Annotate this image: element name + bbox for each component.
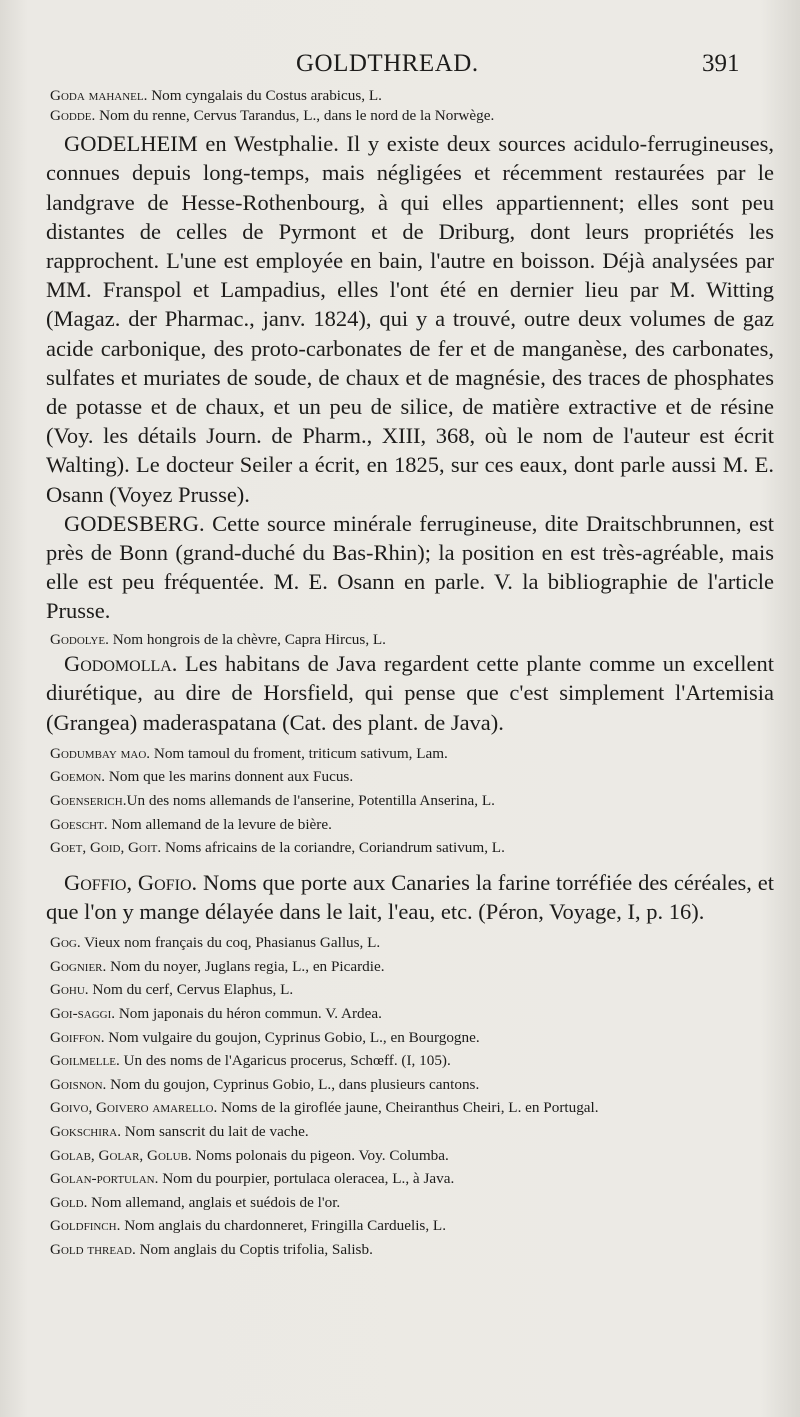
entry-godomolla: [46, 649, 774, 737]
entry-goi-saggi: [46, 1004, 774, 1024]
entry-text: Vieux nom français du coq, Phasianus Gallus, L.: [80, 934, 381, 952]
entry-golan-portulan: [46, 1169, 774, 1189]
entry-headword: Gokschira.: [50, 1122, 121, 1140]
page-header: [0, 50, 800, 84]
entry-text: Noms de la giroflée jaune, Cheiranthus Cheiri, L. en Portugal.: [217, 1099, 599, 1117]
entry-headword: Goemon.: [50, 768, 106, 786]
entry-text: Nom sanscrit du lait de vache.: [121, 1122, 309, 1140]
entry-goemon: [46, 767, 774, 787]
entry-headword: Goda mahanel.: [50, 87, 148, 104]
entry-headword: Godolye.: [50, 630, 109, 648]
entry-headword: Goffio, Gofio.: [64, 869, 198, 895]
entry-text: en Westphalie. Il y existe deux sources acidulo-ferrugineuses, connues depuis long-temps, mais négligées et récemment restaurées par le landgrave de Hesse-Rothenbourg, à qui elles appartiennent; elles sont peu distantes de celles de Pyrmont et de Driburg, dont leurs propriétés les rapprochent. L'une est employée en bain, l'autre en boisson. Déjà analysées par MM. Franspol et Lampadius, elles l'ont été en dernier lieu par M. Witting (Magaz. der Pharmac., janv. 1824), qui y a trouvé, outre deux volumes de gaz acide carbonique, des proto-carbonates de fer et de manganèse, des carbonates, sulfates et muriates de soude, de chaux et de magnésie, des traces de phosphates de potasse et de chaux, et un peu de silice, de matière extractive et de résine (Voy. les détails Journ. de Pharm., XIII, 368, où le nom de l'auteur est écrit Walting). Le docteur Seiler a écrit, en 1825, sur ces eaux, dont parle aussi M. E. Osann (Voyez Prusse).: [46, 131, 774, 507]
running-title: GOLDTHREAD.: [296, 50, 479, 77]
entry-text: Nom vulgaire du goujon, Cyprinus Gobio, L., en Bourgogne.: [104, 1028, 480, 1046]
entry-gokschira: [46, 1122, 774, 1142]
entry-text: Noms africains de la coriandre, Coriandrum sativum, L.: [161, 839, 505, 857]
entry-headword: Gog.: [50, 934, 81, 952]
entry-headword: Gold thread.: [50, 1240, 136, 1258]
entry-headword: GODESBERG.: [64, 510, 205, 536]
entry-text: Nom que les marins donnent aux Fucus.: [105, 768, 354, 786]
entry-godelheim: [46, 129, 774, 509]
entry-headword: Golan-portulan.: [50, 1170, 159, 1188]
entry-text: Nom anglais du chardonneret, Fringilla Carduelis, L.: [120, 1217, 447, 1235]
entry-text: Nom allemand, anglais et suédois de l'or.: [87, 1193, 341, 1211]
entry-text: Nom tamoul du froment, triticum sativum, Lam.: [150, 744, 448, 762]
entry-text: Un des noms allemands de l'anserine, Potentilla Anserina, L.: [126, 792, 495, 810]
entry-goet: [46, 838, 774, 858]
entry-text: Nom allemand de la levure de bière.: [107, 815, 332, 833]
entry-goldfinch: [46, 1216, 774, 1236]
entry-text: Nom anglais du Coptis trifolia, Salisb.: [135, 1240, 373, 1258]
entry-headword: Godde.: [50, 106, 96, 124]
entry-headword: Gold.: [50, 1193, 88, 1211]
entry-headword: Goilmelle.: [50, 1052, 120, 1070]
entry-text: Nom japonais du héron commun. V. Ardea.: [115, 1005, 382, 1022]
entry-goivo: [46, 1098, 774, 1118]
entry-golab: [46, 1146, 774, 1166]
entry-headword: Goisnon.: [50, 1075, 107, 1093]
entry-headword: GODELHEIM: [64, 131, 198, 157]
entry-text: Nom du cerf, Cervus Elaphus, L.: [88, 981, 294, 999]
entry-goescht: [46, 815, 774, 835]
entry-headword: Gohu.: [50, 981, 89, 999]
entry-text: Nom du pourpier, portulaca oleracea, L., à Java.: [158, 1170, 455, 1188]
entry-gog: [46, 933, 774, 953]
entry-goffio: [46, 868, 774, 926]
entry-headword: Golab, Golar, Golub.: [50, 1146, 192, 1164]
entry-goiffon: [46, 1028, 774, 1048]
entry-text: Les habitans de Java regardent cette plante comme un excellent diurétique, au dire de Horsfield, qui pense que c'est simplement l'Artemisia (Grangea) maderaspatana (Cat. des plant. de Java).: [46, 651, 774, 735]
entry-goenserich: [46, 791, 774, 811]
entry-text: Cette source minérale ferrugineuse, dite Draitschbrunnen, est près de Bonn (grand-duché du Bas-Rhin); la position en est très-agréable, mais elle est peu fréquentée. M. E. Osann en parle. V. la bibliographie de l'article Prusse.: [46, 510, 774, 624]
entry-text: Noms polonais du pigeon. Voy. Columba.: [191, 1146, 449, 1164]
entry-goda-mahanel: [46, 86, 774, 106]
entry-text: Nom hongrois de la chèvre, Capra Hircus, L.: [108, 630, 386, 648]
entry-text: Noms que porte aux Canaries la farine torréfiée des céréales, et que l'on y mange délayée dans le lait, l'eau, etc. (Péron, Voyage, I, p. 16).: [46, 869, 774, 925]
entry-text: Nom du renne, Cervus Tarandus, L., dans le nord de la Norwège.: [95, 106, 495, 124]
entry-headword: Godumbay mao.: [50, 744, 151, 762]
entry-headword: Goet, Goid, Goit.: [50, 839, 162, 857]
entry-godesberg: [46, 509, 774, 626]
entry-headword: Goescht.: [50, 815, 108, 833]
entry-headword: Goenserich.: [50, 792, 127, 810]
entry-gold: [46, 1193, 774, 1213]
entry-headword: Gognier.: [50, 957, 107, 975]
entry-godde: [46, 106, 774, 126]
entry-headword: Godomolla.: [64, 651, 178, 677]
entry-headword: Goivo, Goivero amarello.: [50, 1099, 218, 1117]
entry-headword: Goldfinch.: [50, 1217, 121, 1235]
entry-text: Nom du noyer, Juglans regia, L., en Picardie.: [106, 957, 385, 975]
entry-godolye: [46, 630, 774, 650]
entry-text: Un des noms de l'Agaricus procerus, Schœff. (I, 105).: [119, 1052, 451, 1070]
entry-gohu: [46, 980, 774, 1000]
entry-headword: Goi-saggi.: [50, 1005, 116, 1022]
entry-text: Nom cyngalais du Costus arabicus, L.: [147, 87, 382, 104]
entry-goilmelle: [46, 1051, 774, 1071]
entry-godumbay-mao: [46, 744, 774, 764]
page-number: 391: [702, 50, 740, 77]
entry-headword: Goiffon.: [50, 1028, 105, 1046]
entry-text: Nom du goujon, Cyprinus Gobio, L., dans plusieurs cantons.: [106, 1075, 480, 1093]
entry-goisnon: [46, 1075, 774, 1095]
entry-gold-thread: [46, 1240, 774, 1260]
dictionary-column: [46, 86, 774, 1260]
entry-gognier: [46, 957, 774, 977]
